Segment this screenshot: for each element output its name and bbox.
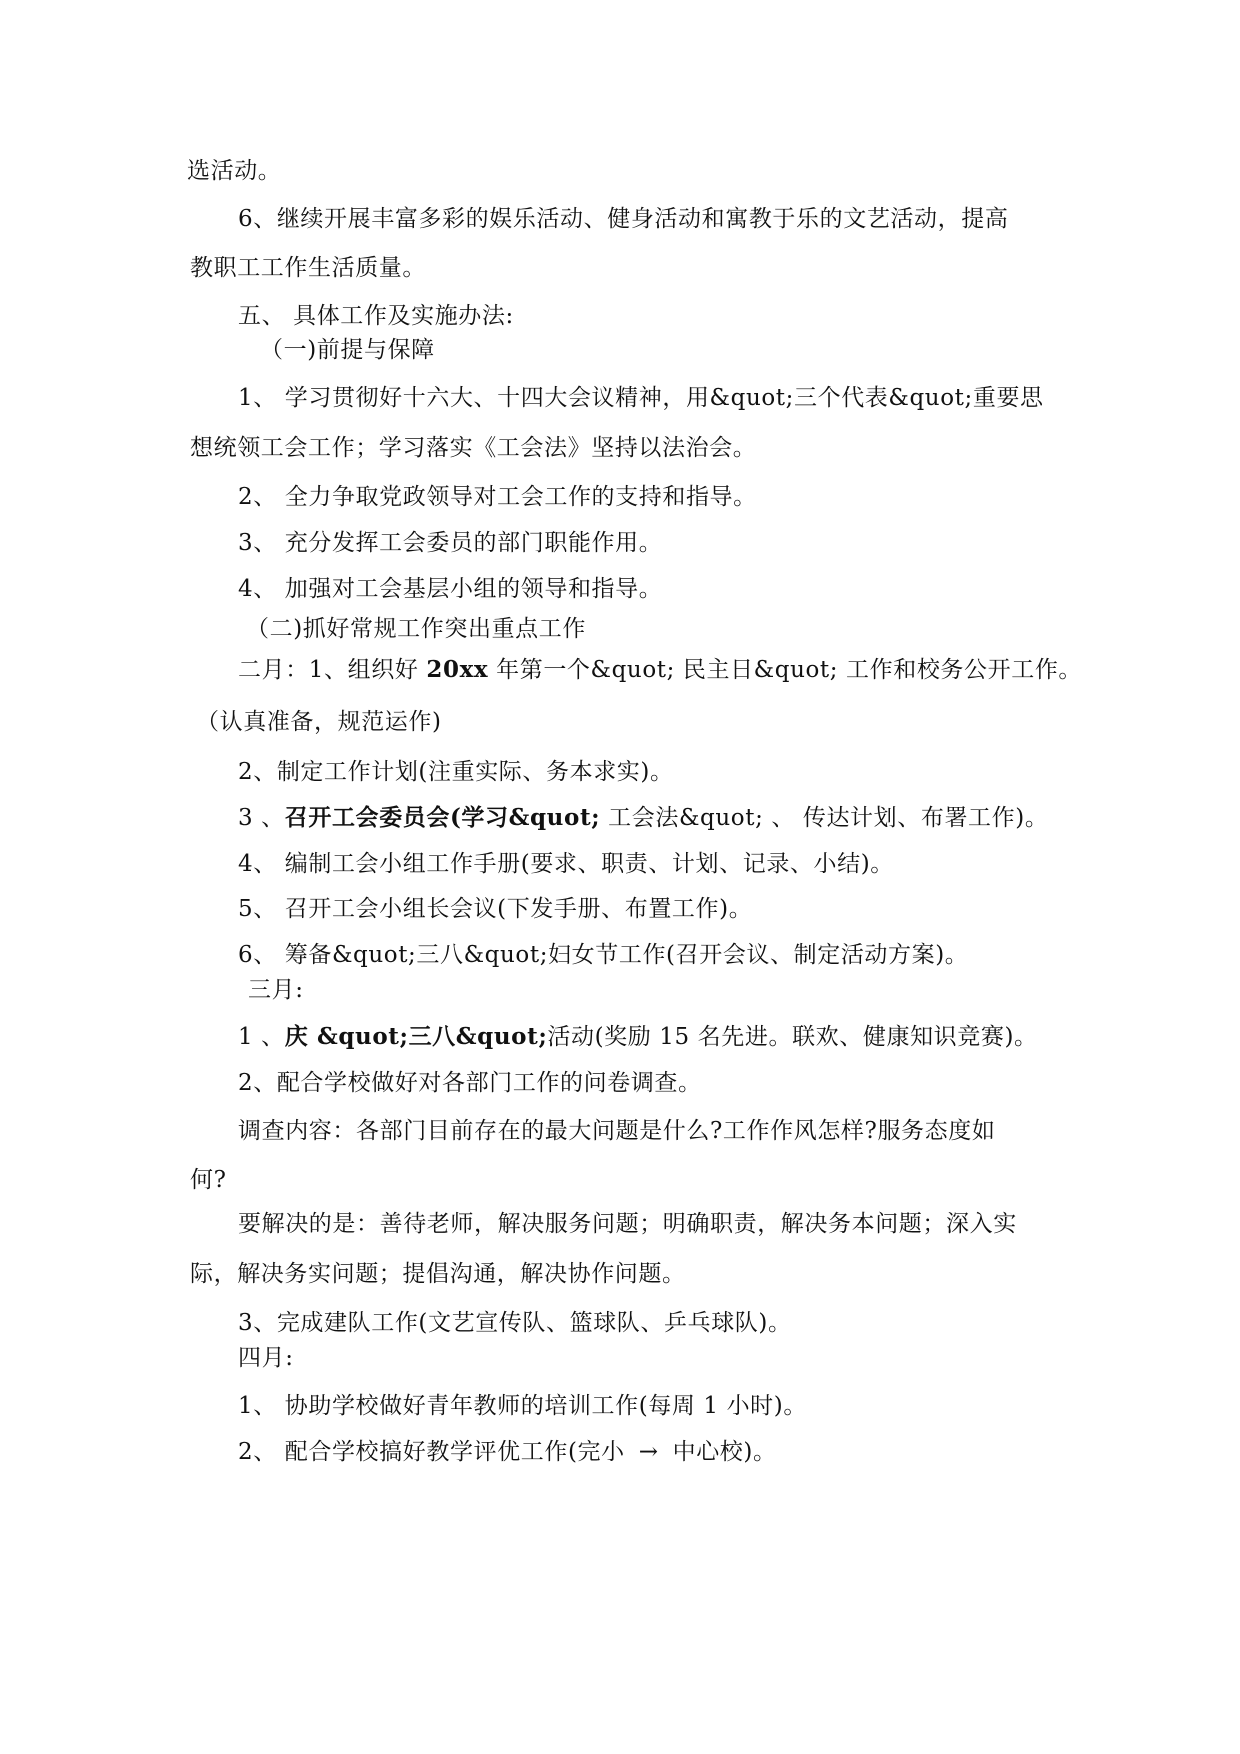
text-line: 6、 筹备&quot;三八&quot;妇女节工作(召开会议、制定活动方案)。: [238, 942, 969, 968]
text-line: 1、 学习贯彻好十六大、十四大会议精神，用&quot;三个代表&quot;重要思: [238, 385, 1044, 411]
text-line: 3、完成建队工作(文艺宣传队、篮球队、乒乓球队)。: [238, 1310, 792, 1336]
section-heading: 五、 具体工作及实施办法:: [238, 303, 514, 329]
text-line: 要解决的是：善待老师，解决服务问题；明确职责，解决务本问题；深入实: [238, 1211, 1017, 1237]
text-line: [238, 1437, 777, 1467]
text-line: 3、 充分发挥工会委员的部门职能作用。: [238, 530, 663, 556]
text-segment: 工会法&quot; 、 传达计划、布署工作)。: [600, 805, 1049, 831]
text-line: 1、 协助学校做好青年教师的培训工作(每周 1 小时)。: [238, 1393, 807, 1419]
text-segment: 中心校)。: [672, 1439, 777, 1465]
text-segment: 二月：1、组织好: [238, 657, 427, 683]
text-line: [238, 655, 1082, 685]
text-line: 想统领工会工作；学习落实《工会法》坚持以法治会。: [190, 435, 757, 461]
text-segment: 年第一个&quot; 民主日&quot; 工作和校务公开工作。: [488, 657, 1083, 683]
subsection-heading: （二)抓好常规工作突出重点工作: [246, 616, 586, 642]
text-segment-bold: 20xx: [426, 656, 489, 683]
text-segment: 活动(奖励 15 名先进。联欢、健康知识竞赛)。: [547, 1024, 1038, 1050]
text-line: （认真准备，规范运作): [196, 709, 442, 735]
subsection-heading: （一)前提与保障: [260, 337, 435, 363]
text-line: 6、继续开展丰富多彩的娱乐活动、健身活动和寓教于乐的文艺活动，提高: [238, 206, 1009, 232]
text-line: 4、 编制工会小组工作手册(要求、职责、计划、记录、小结)。: [238, 851, 894, 877]
text-segment: 2、 配合学校搞好教学评优工作(完小: [238, 1439, 625, 1465]
text-segment-bold: 庆 &quot;三八&quot;: [284, 1023, 548, 1050]
text-line: 2、配合学校做好对各部门工作的问卷调查。: [238, 1070, 702, 1096]
text-line: 2、制定工作计划(注重实际、务本求实)。: [238, 759, 674, 785]
month-heading: 四月:: [238, 1345, 294, 1371]
text-line: [238, 803, 1048, 833]
text-line: 教职工工作生活质量。: [190, 255, 426, 281]
text-segment: 1 、: [238, 1024, 285, 1050]
text-line: 调查内容：各部门目前存在的最大问题是什么?工作作风怎样?服务态度如: [238, 1118, 996, 1144]
month-heading: 三月:: [248, 977, 304, 1003]
text-line: 选活动。: [187, 158, 282, 184]
text-line: 5、 召开工会小组长会议(下发手册、布置工作)。: [238, 896, 753, 922]
arrow-right-icon: →: [638, 1439, 659, 1465]
text-line: [238, 1022, 1038, 1052]
text-segment-bold: 召开工会委员会(学习&quot;: [284, 804, 601, 831]
text-line: 2、 全力争取党政领导对工会工作的支持和指导。: [238, 484, 757, 510]
text-line: 何?: [190, 1167, 227, 1193]
text-line: 4、 加强对工会基层小组的领导和指导。: [238, 576, 663, 602]
text-segment: 3 、: [238, 805, 285, 831]
text-line: 际，解决务实问题；提倡沟通，解决协作问题。: [190, 1261, 686, 1287]
